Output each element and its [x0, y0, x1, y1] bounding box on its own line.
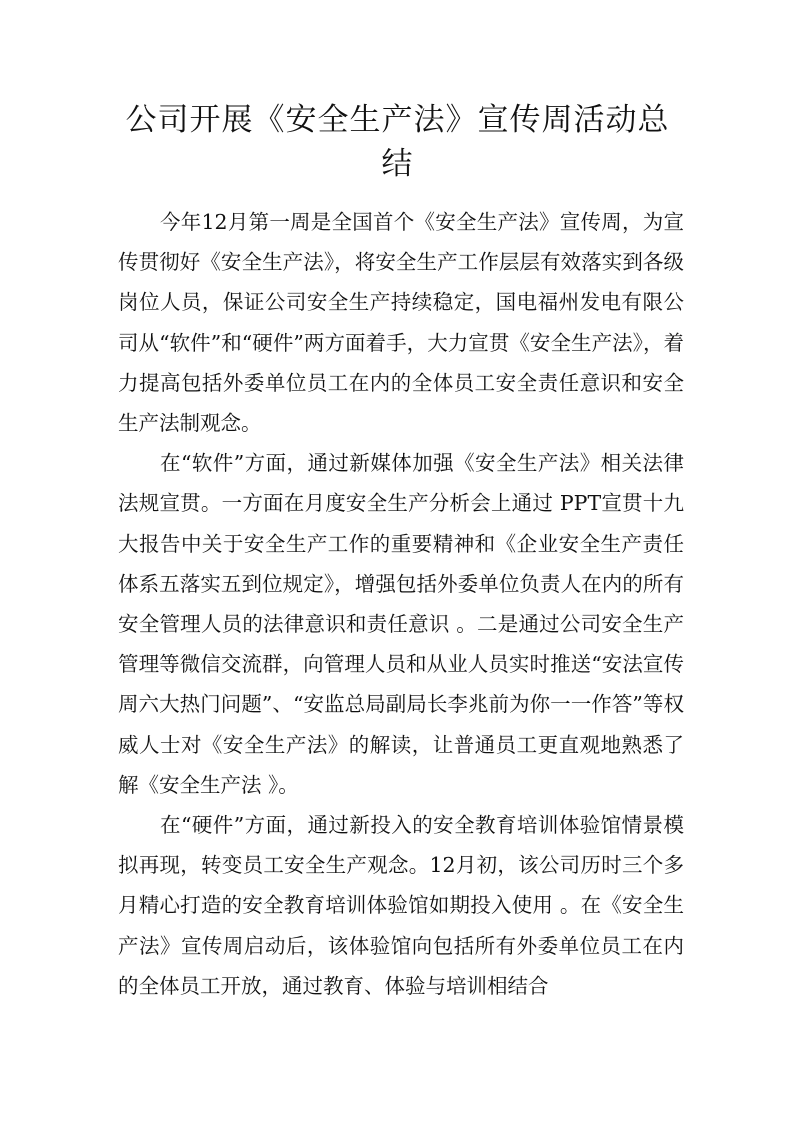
document-body — [118, 202, 684, 1006]
paragraph-intro: 今年12月第一周是全国首个《安全生产法》宣传周，为宣传贯彻好《安全生产法》，将安全生产工作层层有效落实到各级岗位人员，保证公司安全生产持续稳定，国电福州发电有限公司从“软件”和“硬件”两方面着手，大力宣贯《安全生产法》，着力提高包括外委单位员工在内的全体员工安全责任意识和安全生产法制观念。 — [118, 210, 684, 436]
paragraph-hardware: 在“硬件”方面，通过新投入的安全教育培训体验馆情景模拟再现，转变员工安全生产观念。12月初，该公司历时三个多月精心打造的安全教育培训体验馆如期投入使用 。在《安全生产法》宣传周启动后，该体验馆向包括所有外委单位员工在内的全体员工开放，通过教育、体验与培训相结合 — [118, 813, 684, 998]
paragraph-software: 在“软件”方面，通过新媒体加强《安全生产法》相关法律法规宣贯。一方面在月度安全生产分析会上通过 PPT宣贯十九大报告中关于安全生产工作的重要精神和《企业安全生产责任体系五落实五到位规定》，增强包括外委单位负责人在内的所有安全管理人员的法律意识和责任意识 。二是通过公司安全生产管理等微信交流群，向管理人员和从业人员实时推送“安法宣传周六大热门问题”、“安监总局副局长李兆前为你一一作答”等权威人士对《安全生产法》的解读，让普通员工更直观地熟悉了解《安全生产法 》。 — [118, 451, 684, 797]
document-title: 公司开展《安全生产法》宣传周活动总结 — [125, 102, 670, 182]
